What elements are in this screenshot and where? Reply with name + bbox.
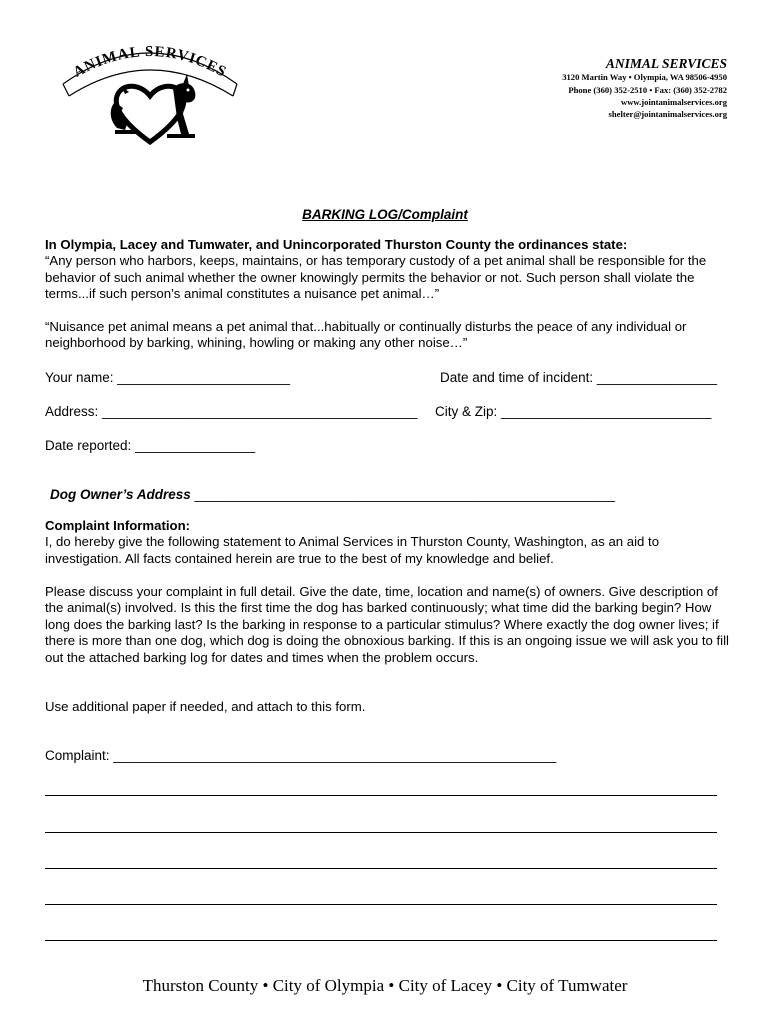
ordinance-block <box>45 237 735 303</box>
logo-arc-text: ANIMAL SERVICES <box>70 43 230 81</box>
date-time-field[interactable]: Date and time of incident: ________________ <box>440 370 717 385</box>
address-field[interactable]: Address: __________________________________________ <box>45 404 418 419</box>
complaint-field[interactable]: Complaint: ___________________________________________________________ <box>45 748 557 763</box>
dog-owner-line: ________________________________________________________ <box>194 487 616 502</box>
complaint-line[interactable] <box>45 904 717 905</box>
complaint-info-block <box>45 518 735 567</box>
svg-text:ANIMAL SERVICES <box>71 44 229 81</box>
org-phone-fax: Phone (360) 352-2510 • Fax: (360) 352-2782 <box>568 85 727 95</box>
footer-jurisdictions: Thurston County • City of Olympia • City of Lacey • City of Tumwater <box>142 976 628 995</box>
dog-owner-label: Dog Owner’s Address <box>50 487 191 502</box>
page-title: BARKING LOG/Complaint <box>302 207 468 222</box>
dog-owner-address-field[interactable] <box>50 487 615 502</box>
org-email[interactable]: shelter@jointanimalservices.org <box>608 109 727 119</box>
city-zip-field[interactable]: City & Zip: ____________________________ <box>435 404 712 419</box>
complaint-statement: I, do hereby give the following statement to Animal Services in Thurston County, Washington, as an aid to investigation. All facts contained herein are true to the best of my knowledge and belief. <box>45 534 660 566</box>
complaint-info-heading: Complaint Information: <box>45 518 191 533</box>
logo <box>55 38 245 148</box>
complaint-line[interactable] <box>45 795 717 796</box>
complaint-line[interactable] <box>45 832 717 833</box>
heart-cat-dog-icon <box>55 38 245 148</box>
ordinance-quote-1: “Any person who harbors, keeps, maintains, or has temporary custody of a pet animal shall be responsible for the behavior of such animal whether the owner knowingly permits the behavior or not. Such person shall violate the terms...if such person’s animal constitutes a nuisance pet animal…” <box>45 253 707 302</box>
org-website[interactable]: www.jointanimalservices.org <box>621 97 727 107</box>
complaint-instructions: Please discuss your complaint in full detail. Give the date, time, location and name(s) of owners. Give description of the animal(s) involved. Is this the first time the dog has barked continuously; what time did the barking begin? How long does the barking last? Is the barking in response to a particular stimulus? Where exactly the dog owner lives; if there is more than one dog, which dog is doing the obnoxious barking. If this is an ongoing issue we will ask you to fill out the attached barking log for dates and times when the problem occurs. <box>45 584 729 665</box>
additional-paper-note: Use additional paper if needed, and attach to this form. <box>45 699 366 714</box>
ordinance-quote-2: “Nuisance pet animal means a pet animal that...habitually or continually disturbs the peace of any individual or neighborhood by barking, whining, howling or making any other noise…” <box>45 319 687 351</box>
ordinance-heading: In Olympia, Lacey and Tumwater, and Unincorporated Thurston County the ordinances state: <box>45 237 628 252</box>
complaint-line[interactable] <box>45 868 717 869</box>
complaint-line[interactable] <box>45 940 717 941</box>
date-reported-field[interactable]: Date reported: ________________ <box>45 438 256 453</box>
org-address: 3120 Martin Way • Olympia, WA 98506-4950 <box>562 72 727 82</box>
your-name-field[interactable]: Your name: _______________________ <box>45 370 290 385</box>
org-name: ANIMAL SERVICES <box>605 56 727 71</box>
